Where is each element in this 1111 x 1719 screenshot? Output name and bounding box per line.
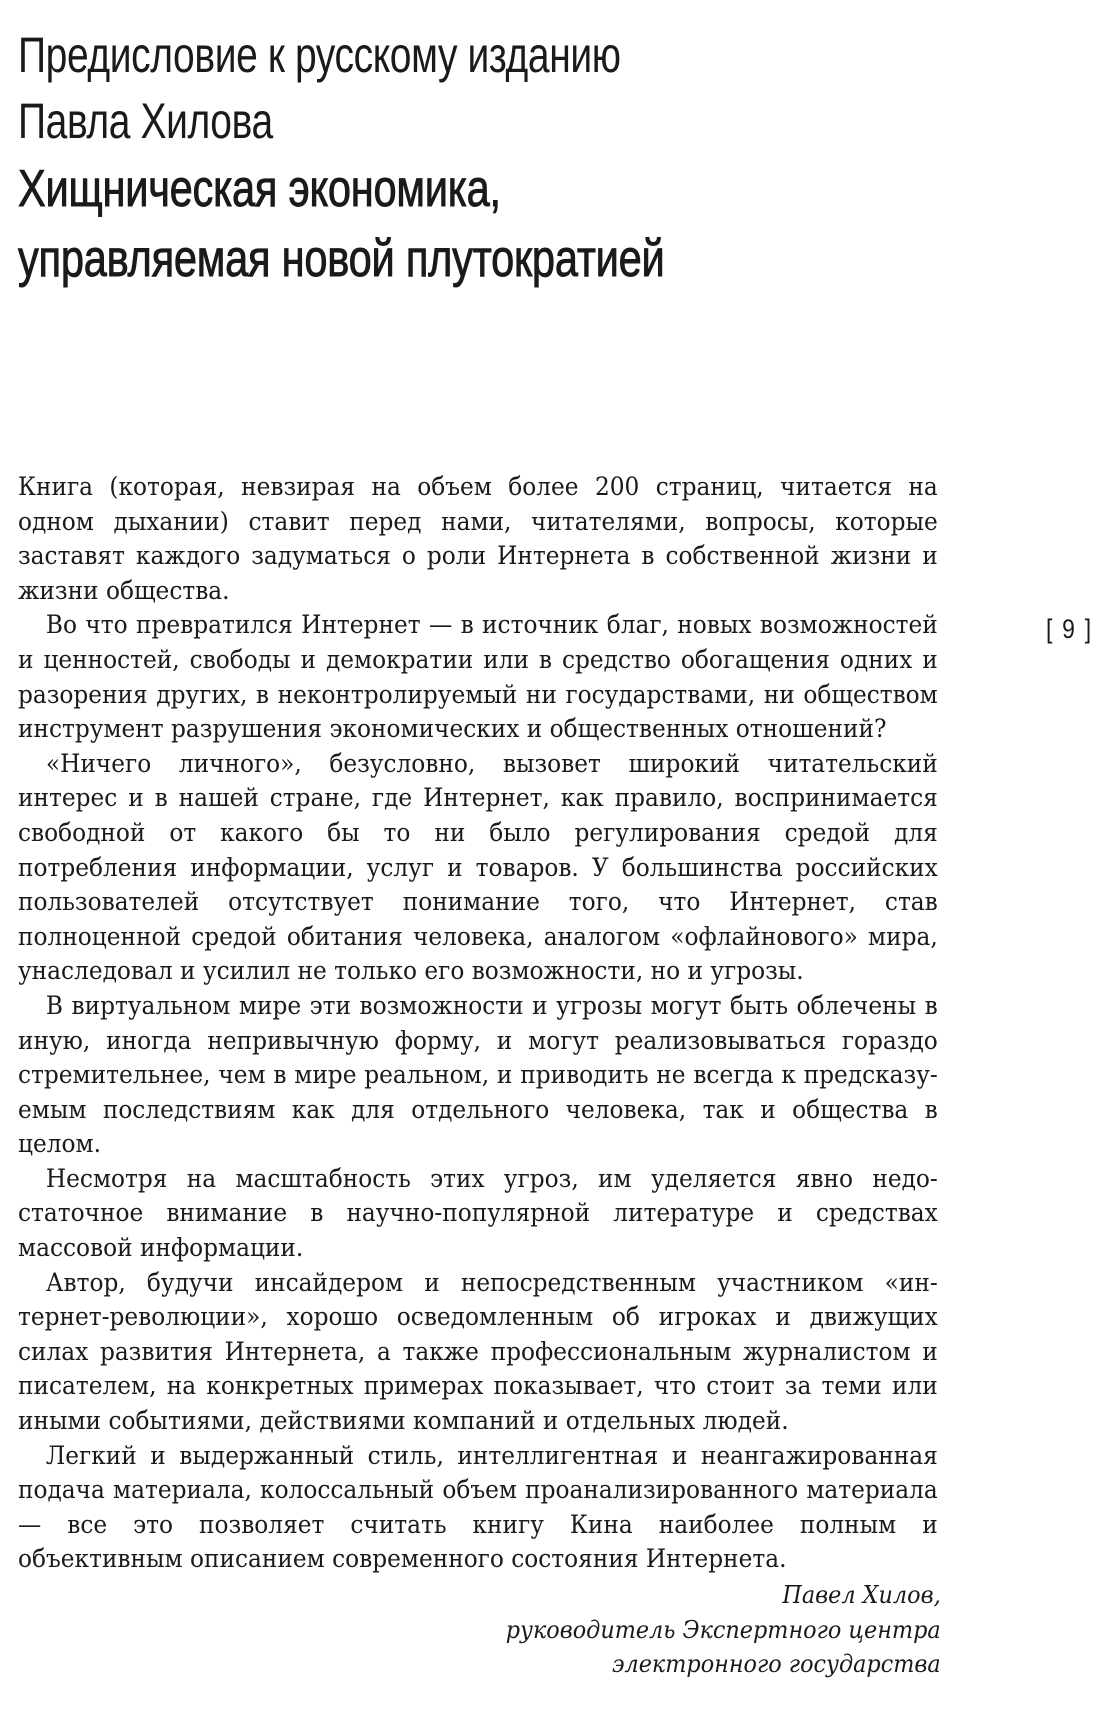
- paragraph-5: Несмотря на масштабность этих угроз, им уделяется явно недостаточное внимание в научно-популярной литературе и средствах массовой информации.: [18, 1163, 938, 1263]
- heading-line-2: Павла Хилова: [18, 93, 273, 149]
- paragraph-7: Легкий и выдержанный стиль, интеллигентная и неангажированная подача материала, колоссальный объем проанализированного материала — все это позволяет считать книгу Кина наиболее полным и объективным описанием современного состояния Интернета.: [18, 1440, 938, 1574]
- paragraph-3: «Ничего личного», безусловно, вызовет широкий читательский интерес и в нашей стране, где Интернет, как правило, воспринимается свободной от какого бы то ни было регулирования средой для потребления информации, услуг и товаров. У большинства российских пользователей отсутствует понимание того, что Интернет, став полноценной средой обитания человека, аналогом «офлайнового» мира, унаследовал и усилил не только его возможности, но и угрозы.: [18, 748, 938, 986]
- paragraph-4: В виртуальном мире эти возможности и угрозы могут быть облечены в иную, иногда непривычную форму, и могут реализовываться гораздо стремительнее, чем в мире реальном, и приводить не всегда к предсказуемым последствиям как для отдельного человека, так и общества в целом.: [18, 990, 938, 1159]
- body-text: [18, 470, 938, 1577]
- signature: [506, 1578, 941, 1682]
- heading-line-4: управляемая новой плутократией: [18, 230, 665, 288]
- chapter-heading: [18, 22, 1018, 294]
- paragraph-1: Книга (которая, невзирая на объем более 200 страниц, читается на одном дыхании) ставит перед нами, читателями, вопросы, которые заставят каждого задуматься о роли Интернета в собственной жизни и жизни общества.: [18, 472, 938, 605]
- signature-organization: электронного государства: [612, 1650, 941, 1678]
- heading-line-1: Предисловие к русскому изданию: [18, 27, 621, 83]
- signature-name: Павел Хилов,: [782, 1581, 941, 1609]
- paragraph-6: Автор, будучи инсайдером и непосредственным участником «интернет-революции», хорошо осведомленным об игроках и движущих силах развития Интернета, а также профессиональным журналистом и писателем, на конкретных примерах показывает, что стоит за теми или иными событиями, действиями компаний и отдельных людей.: [18, 1267, 938, 1436]
- heading-line-3: Хищническая экономика,: [18, 160, 501, 218]
- paragraph-2: Во что превратился Интернет — в источник благ, новых возможностей и ценностей, свободы и демократии или в средство обогащения одних и разорения других, в неконтролируемый ни государствами, ни обществом инструмент разрушения экономических и общественных отношений?: [18, 610, 938, 744]
- signature-position: руководитель Экспертного центра: [506, 1615, 941, 1644]
- page-number: [ 9 ]: [1046, 614, 1093, 644]
